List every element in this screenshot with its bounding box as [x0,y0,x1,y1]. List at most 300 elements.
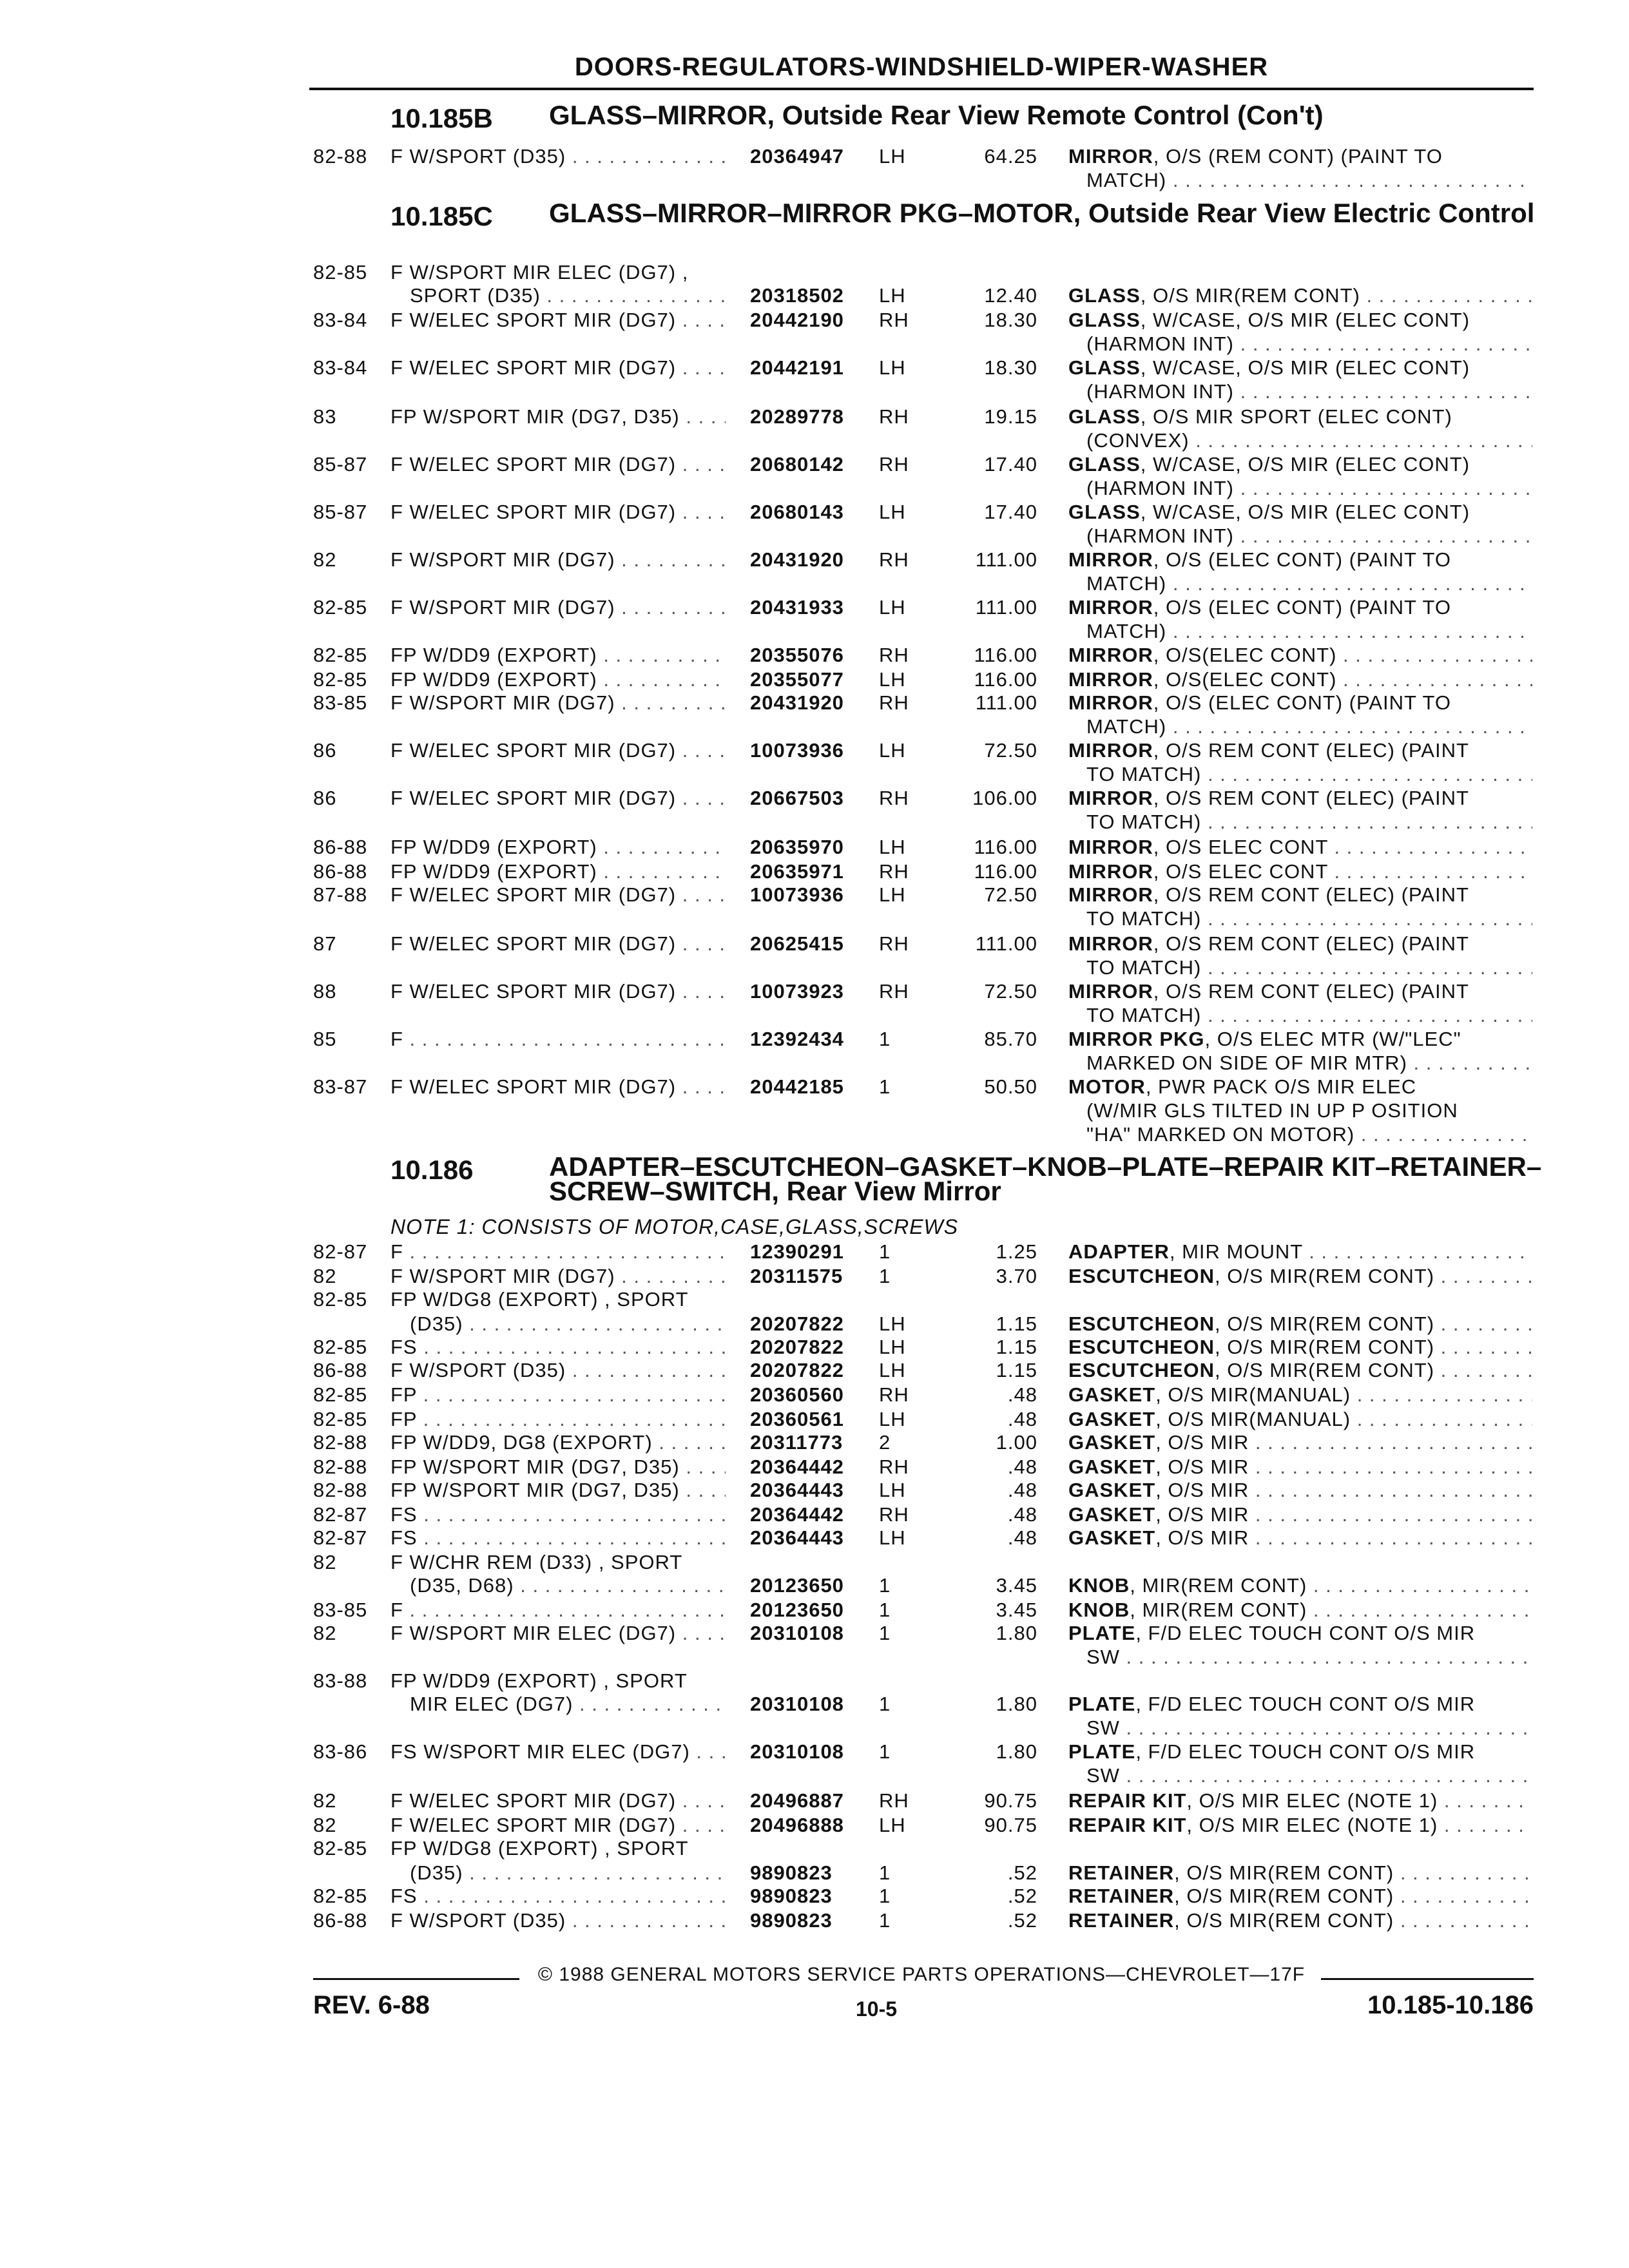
description-text: , O/S MIR SPORT (ELEC CONT) [1140,405,1452,428]
part-number: 20442191 [750,356,844,379]
description-continuation: MATCH) . . . [1086,168,1532,192]
part-name: PLATE [1068,1622,1136,1644]
application: FP W/DD9, DG8 (EXPORT) . . . [390,1430,726,1454]
part-number: 20311575 [750,1265,843,1287]
description [1068,1573,1532,1597]
table-row [0,932,1629,956]
table-row [0,595,1629,619]
table-row-continuation [0,956,1629,979]
price: .48 [1007,1503,1037,1526]
price: 90.75 [984,1789,1037,1812]
application: F W/ELEC SPORT MIR (DG7) . . . [390,308,726,332]
model-years: 83-84 [313,309,368,331]
table-row [0,668,1629,691]
quantity: 1 [879,1574,891,1597]
table-row [0,1335,1629,1359]
quantity: LH [879,1359,906,1381]
price: 1.25 [996,1240,1037,1263]
part-name: GASKET [1068,1456,1156,1478]
description [1068,1861,1532,1885]
application: F W/ELEC SPORT MIR (DG7) . . . [390,1813,726,1837]
section-number: 10.186 [390,1155,474,1185]
part-number: 20310108 [750,1693,844,1715]
table-row [0,1027,1629,1051]
description [1068,1383,1532,1407]
application: FP W/DD9 (EXPORT) . . . [390,668,726,691]
part-name: GASKET [1068,1383,1156,1406]
description-continuation: TO MATCH) . . . [1086,762,1532,786]
price: 50.50 [984,1075,1037,1098]
description-continuation: TO MATCH) . . . [1086,907,1532,930]
part-number: 20364443 [750,1526,844,1549]
part-number: 12392434 [750,1028,844,1050]
part-name: GASKET [1068,1431,1156,1454]
model-years: 82-87 [313,1526,368,1549]
description-continuation: "HA" MARKED ON MOTOR) . . . [1086,1122,1532,1146]
application: FS . . . [390,1335,726,1359]
price: 1.80 [996,1693,1037,1715]
page-number: 10-5 [855,1997,898,2021]
description [1068,643,1532,667]
section-number: 10.185C [390,201,493,231]
quantity: RH [879,1383,909,1406]
table-row-continuation [0,168,1629,192]
table-row-continuation [0,380,1629,403]
table-row [0,1287,1629,1311]
description [1068,405,1532,428]
table-row [0,1740,1629,1763]
table-row [0,1383,1629,1407]
model-years: 82-85 [313,1408,368,1430]
description-continuation: SW . . . [1086,1716,1532,1740]
model-years: 83-87 [313,1075,368,1098]
model-years: 82-88 [313,1456,368,1478]
description-text: , MIR MOUNT [1169,1240,1303,1263]
footer-rule-right [1321,1978,1534,1980]
description-text: , PWR PACK O/S MIR ELEC [1145,1075,1417,1098]
description-text: , O/S MIR(REM CONT) [1174,1885,1394,1907]
description-text: , O/S(ELEC CONT) [1153,644,1337,666]
table-row [0,1503,1629,1526]
description-continuation: (HARMON INT) . . . [1086,380,1532,403]
application: F W/SPORT MIR (DG7) . . . [390,595,726,619]
description-continuation: MATCH) . . . [1086,572,1532,595]
part-number: 20355077 [750,668,844,691]
price: .48 [1007,1456,1037,1478]
section-title: GLASS–MIRROR, Outside Rear View Remote Control (Con't) [549,100,1324,130]
part-name: MIRROR [1068,668,1153,691]
model-years: 83 [313,405,337,428]
part-name: GLASS [1068,309,1141,331]
part-name: ESCUTCHEON [1068,1336,1215,1358]
model-years: 82-85 [313,1837,368,1860]
model-years: 82-85 [313,261,368,284]
table-row-continuation [0,1099,1629,1122]
quantity: RH [879,787,909,809]
model-years: 82 [313,1789,337,1812]
description-text: , O/S MIR(REM CONT) [1174,1861,1394,1884]
application: FP W/SPORT MIR (DG7, D35) . . . [390,1478,726,1502]
model-years: 82 [313,1265,337,1287]
description-text: , O/S MIR [1155,1503,1249,1526]
quantity: RH [879,453,909,476]
table-row-continuation [0,428,1629,452]
quantity: LH [879,836,906,858]
part-number: 10073936 [750,739,844,762]
price: 1.00 [996,1431,1037,1454]
application: FS W/SPORT MIR ELEC (DG7) . . . [390,1740,726,1763]
description-text: , W/CASE, O/S MIR (ELEC CONT) [1140,309,1470,331]
price: 3.45 [996,1599,1037,1621]
application: F W/SPORT MIR (DG7) . . . [390,548,726,572]
model-years: 83-85 [313,691,368,714]
application: F W/ELEC SPORT MIR (DG7) . . . [390,356,726,380]
description [1068,1621,1532,1645]
application: F . . . [390,1598,726,1622]
application: SPORT (D35) . . . [410,284,726,307]
model-years: 82-85 [313,644,368,666]
application: (D35, D68) . . . [410,1573,726,1597]
table-row [0,1430,1629,1454]
note-1: NOTE 1: CONSISTS OF MOTOR,CASE,GLASS,SCREWS [390,1215,959,1238]
application: (D35) . . . [410,1861,726,1885]
part-number: 20431920 [750,691,844,714]
description [1068,1264,1532,1288]
part-number: 20123650 [750,1599,844,1621]
section-title: ADAPTER–ESCUTCHEON–GASKET–KNOB–PLATE–REPAIR KIT–RETAINER–SCREW–SWITCH, Rear View Mirror [549,1151,1542,1206]
quantity: LH [879,883,906,906]
quantity: RH [879,1503,909,1526]
description [1068,595,1532,619]
application: F W/SPORT (D35) . . . [390,1908,726,1932]
model-years: 82-87 [313,1240,368,1263]
description-continuation: MARKED ON SIDE OF MIR MTR) . . . [1086,1051,1532,1075]
description [1068,1813,1532,1837]
description-text: , W/CASE, O/S MIR (ELEC CONT) [1140,356,1470,379]
application: F W/SPORT (D35) . . . [390,1358,726,1382]
price: 18.30 [984,356,1037,379]
table-row [0,452,1629,476]
table-row [0,1692,1629,1716]
model-years: 82 [313,1622,337,1644]
model-years: 82-85 [313,1336,368,1358]
application: F W/SPORT MIR ELEC (DG7) , [390,261,689,284]
part-name: GLASS [1068,501,1141,523]
table-row-continuation [0,1763,1629,1787]
part-number: 20680142 [750,453,844,476]
quantity: RH [879,691,909,714]
part-name: GLASS [1068,405,1141,428]
description-continuation: (HARMON INT) . . . [1086,332,1532,356]
quantity: LH [879,145,906,168]
model-years: 86-88 [313,1909,368,1932]
description-text: , O/S MIR(MANUAL) [1155,1383,1351,1406]
quantity: 1 [879,1075,891,1098]
quantity: 1 [879,1885,891,1907]
description [1068,691,1532,715]
part-name: RETAINER [1068,1885,1175,1907]
part-name: GLASS [1068,356,1141,379]
model-years: 86 [313,787,337,809]
price: 111.00 [975,691,1037,714]
price: 19.15 [984,405,1037,428]
description [1068,1503,1532,1526]
price: 1.80 [996,1622,1037,1644]
application: FS . . . [390,1526,726,1550]
price: 72.50 [984,883,1037,906]
model-years: 83-86 [313,1740,368,1763]
model-years: 82-88 [313,145,368,168]
price: .48 [1007,1479,1037,1501]
quantity: 1 [879,1599,891,1621]
description-text: , O/S REM CONT (ELEC) (PAINT [1153,980,1469,1003]
table-row [0,1598,1629,1622]
application: FP . . . [390,1383,726,1407]
part-name: GASKET [1068,1503,1156,1526]
price: 116.00 [974,668,1037,691]
table-row-continuation [0,524,1629,548]
part-number: 20318502 [750,284,844,307]
table-row [0,1813,1629,1837]
description [1068,668,1532,691]
table-row [0,1075,1629,1099]
description [1068,1335,1532,1359]
description-continuation: TO MATCH) . . . [1086,956,1532,979]
part-name: GLASS [1068,284,1141,307]
price: 72.50 [984,739,1037,762]
quantity: RH [879,405,909,428]
description-text: , O/S ELEC MTR (W/"LEC" [1204,1028,1461,1050]
application: FP W/DD9 (EXPORT) . . . [390,835,726,859]
description [1068,835,1532,859]
part-number: 20311773 [750,1431,843,1454]
description-text: , O/S ELEC CONT [1153,836,1328,858]
price: .52 [1007,1885,1037,1907]
price: 3.70 [996,1265,1037,1287]
part-number: 20310108 [750,1622,844,1644]
description [1068,308,1532,332]
part-name: ADAPTER [1068,1240,1170,1263]
part-name: MIRROR [1068,787,1153,809]
part-name: MIRROR [1068,883,1153,906]
description-text: , O/S MIR(REM CONT) [1215,1265,1435,1287]
table-row-continuation [0,619,1629,643]
price: 111.00 [975,548,1037,571]
part-name: GASKET [1068,1526,1156,1549]
quantity: RH [879,980,909,1003]
part-number: 20364443 [750,1479,844,1501]
part-name: PLATE [1068,1693,1136,1715]
table-row [0,260,1629,284]
part-number: 20496887 [750,1789,844,1812]
price: 106.00 [972,787,1037,809]
table-row-continuation [0,1122,1629,1146]
description-text: , O/S (ELEC CONT) (PAINT TO [1153,548,1451,571]
quantity: 2 [879,1431,891,1454]
description-text: , O/S MIR(REM CONT) [1174,1909,1394,1932]
table-row [0,144,1629,168]
description-text: , O/S MIR(REM CONT) [1140,284,1360,307]
part-name: MOTOR [1068,1075,1146,1098]
description-text: , W/CASE, O/S MIR (ELEC CONT) [1140,453,1470,476]
quantity: LH [879,739,906,762]
model-years: 82 [313,548,337,571]
application: FP W/DD9 (EXPORT) , SPORT [390,1669,688,1692]
quantity: LH [879,284,906,307]
table-row-continuation [0,907,1629,930]
part-number: 20360561 [750,1408,844,1430]
description-text: , O/S REM CONT (ELEC) (PAINT [1153,739,1469,762]
table-row [0,786,1629,810]
part-name: ESCUTCHEON [1068,1359,1215,1381]
price: 90.75 [984,1814,1037,1836]
part-number: 20360560 [750,1383,844,1406]
price: 1.15 [996,1359,1037,1381]
description-text: , O/S REM CONT (ELEC) (PAINT [1153,787,1469,809]
application: F W/SPORT MIR (DG7) . . . [390,691,726,715]
description [1068,1358,1532,1382]
description [1068,1430,1532,1454]
table-row-continuation [0,476,1629,500]
application: F W/ELEC SPORT MIR (DG7) . . . [390,1789,726,1812]
table-row-continuation [0,1003,1629,1027]
description [1068,860,1532,883]
table-row [0,835,1629,859]
section-number: 10.185B [390,103,493,133]
description-text: , F/D ELEC TOUCH CONT O/S MIR [1135,1740,1476,1763]
description [1068,500,1532,524]
price: 116.00 [974,836,1037,858]
part-number: 20431920 [750,548,844,571]
part-number: 20207822 [750,1359,844,1381]
quantity: 1 [879,1693,891,1715]
application: F W/SPORT (D35) . . . [390,144,726,168]
description [1068,144,1532,168]
table-row-continuation [0,1716,1629,1740]
application: MIR ELEC (DG7) . . . [410,1692,726,1716]
quantity: LH [879,501,906,523]
table-row [0,1312,1629,1336]
table-row [0,883,1629,907]
description [1068,1478,1532,1502]
description-continuation: (HARMON INT) . . . [1086,476,1532,500]
description-text: , O/S REM CONT (ELEC) (PAINT [1153,932,1469,955]
quantity: LH [879,668,906,691]
footer-rule-left [313,1978,519,1980]
quantity: RH [879,860,909,883]
description-text: , O/S MIR [1155,1526,1249,1549]
price: 17.40 [984,501,1037,523]
model-years: 85-87 [313,453,368,476]
quantity: RH [879,548,909,571]
description [1068,1312,1532,1336]
table-row [0,1478,1629,1502]
application: FP W/SPORT MIR (DG7, D35) . . . [390,1455,726,1479]
table-row-continuation [0,572,1629,595]
part-name: MIRROR [1068,644,1153,666]
table-row [0,356,1629,380]
application: F W/ELEC SPORT MIR (DG7) . . . [390,883,726,907]
part-name: MIRROR [1068,836,1153,858]
description-continuation: MATCH) . . . [1086,715,1532,738]
application: F W/ELEC SPORT MIR (DG7) . . . [390,979,726,1003]
part-name: RETAINER [1068,1861,1175,1884]
table-row [0,1621,1629,1645]
part-name: MIRROR [1068,860,1153,883]
part-name: ESCUTCHEON [1068,1312,1215,1335]
table-row-continuation [0,332,1629,356]
model-years: 82-85 [313,1885,368,1907]
model-years: 82 [313,1551,337,1573]
model-years: 86 [313,739,337,762]
application: (D35) . . . [410,1312,726,1336]
part-name: MIRROR [1068,980,1153,1003]
price: 64.25 [984,145,1037,168]
price: 116.00 [974,860,1037,883]
table-row [0,1550,1629,1574]
application: F . . . [390,1240,726,1264]
part-number: 20635971 [750,860,844,883]
model-years: 82-88 [313,1431,368,1454]
table-row-continuation [0,762,1629,786]
part-name: GASKET [1068,1408,1156,1430]
description-continuation: SW . . . [1086,1645,1532,1669]
description-text: , F/D ELEC TOUCH CONT O/S MIR [1135,1693,1476,1715]
quantity: LH [879,596,906,619]
application: FP W/SPORT MIR (DG7, D35) . . . [390,405,726,428]
table-row [0,548,1629,572]
table-row [0,691,1629,715]
model-years: 86-88 [313,836,368,858]
quantity: LH [879,1408,906,1430]
quantity: LH [879,1479,906,1501]
description-text: , O/S MIR [1155,1456,1249,1478]
table-row [0,1455,1629,1479]
description-text: , O/S MIR(REM CONT) [1215,1312,1435,1335]
part-number: 20310108 [750,1740,844,1763]
part-number: 12390291 [750,1240,844,1263]
description [1068,1075,1532,1099]
description-text: , O/S MIR ELEC (NOTE 1) [1186,1814,1438,1836]
description-text: , O/S MIR [1155,1479,1249,1501]
quantity: 1 [879,1740,891,1763]
application: F W/CHR REM (D33) , SPORT [390,1551,683,1573]
table-row [0,979,1629,1003]
description [1068,738,1532,762]
application: FP W/DD9 (EXPORT) . . . [390,860,726,883]
model-years: 82-85 [313,668,368,691]
header-rule [309,88,1534,90]
description [1068,1240,1532,1264]
revision-label: REV. 6-88 [313,1991,430,2019]
table-row [0,1407,1629,1431]
part-number: 20123650 [750,1574,844,1597]
application: FS . . . [390,1884,726,1908]
table-row [0,1789,1629,1812]
part-name: REPAIR KIT [1068,1789,1187,1812]
table-row [0,860,1629,883]
description [1068,1526,1532,1550]
table-row-continuation [0,715,1629,738]
description-text: , O/S (REM CONT) (PAINT TO [1153,145,1443,168]
description-continuation: TO MATCH) . . . [1086,810,1532,834]
application: F W/SPORT MIR ELEC (DG7) . . . [390,1621,726,1645]
description-text: , O/S (ELEC CONT) (PAINT TO [1153,691,1451,714]
part-number: 20667503 [750,787,844,809]
description-text: , MIR(REM CONT) [1130,1599,1307,1621]
part-name: KNOB [1068,1599,1130,1621]
part-name: ESCUTCHEON [1068,1265,1215,1287]
